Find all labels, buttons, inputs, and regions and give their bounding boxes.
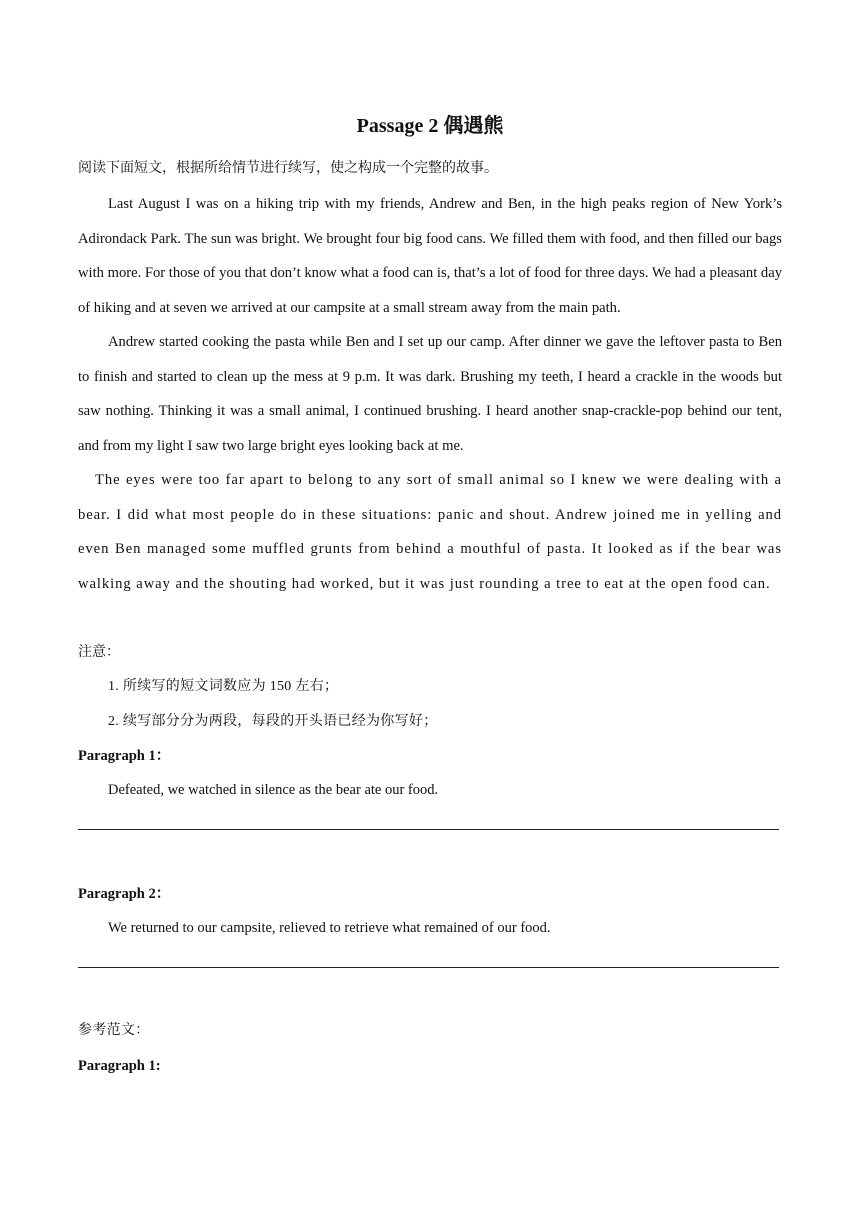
story-paragraph-2: Andrew started cooking the pasta while Ben and I set up our camp. After dinner we gave the leftover pasta to Ben to finish and started to clean up the mess at 9 p.m. It was dark. Brushing my teeth, I heard a crackle in the woods but saw nothing. Thinking it was a small animal, I continued brushing. I heard another snap-crackle-pop behind our tent, and from my light I saw two large bright eyes looking back at me.	[78, 334, 782, 454]
paragraph-1-label: Paragraph 1：	[78, 748, 171, 764]
instruction-text: 阅读下面短文，根据所给情节进行续写，使之构成一个完整的故事。	[78, 161, 498, 176]
page-title: Passage 2 偶遇熊	[356, 115, 504, 137]
paragraph-1-opening: Defeated, we watched in silence as the bear ate our food.	[108, 782, 439, 798]
answer-line-1	[78, 829, 779, 830]
reference-label: 参考范文：	[78, 1023, 150, 1038]
reference-paragraph-1-label: Paragraph 1:	[78, 1058, 161, 1074]
story-paragraph-3: The eyes were too far apart to belong to any sort of small animal so I knew we were dealing with a bear. I did what most people do in these situations: panic and shout. Andrew joined me in yelling and even Ben managed some muffled grunts from behind a mouthful of pasta. It looked as if the bear was walking away and the shouting had worked, but it was just rounding a tree to eat at the open food can.	[78, 472, 782, 592]
paragraph-2-opening: We returned to our campsite, relieved to retrieve what remained of our food.	[108, 920, 551, 936]
note-item-2: 2. 续写部分分为两段，每段的开头语已经为你写好；	[108, 714, 438, 729]
answer-line-2	[78, 967, 779, 968]
notes-label: 注意：	[78, 645, 120, 660]
story-paragraph-1: Last August I was on a hiking trip with my friends, Andrew and Ben, in the high peaks region of New York’s Adirondack Park. The sun was bright. We brought four big food cans. We filled them with food, and then filled our bags with more. For those of you that don’t know what a food can is, that’s a lot of food for three days. We had a pleasant day of hiking and at seven we arrived at our campsite at a small stream away from the main path.	[78, 196, 782, 316]
note-item-1: 1. 所续写的短文词数应为 150 左右；	[108, 679, 339, 694]
paragraph-2-label: Paragraph 2：	[78, 886, 171, 902]
